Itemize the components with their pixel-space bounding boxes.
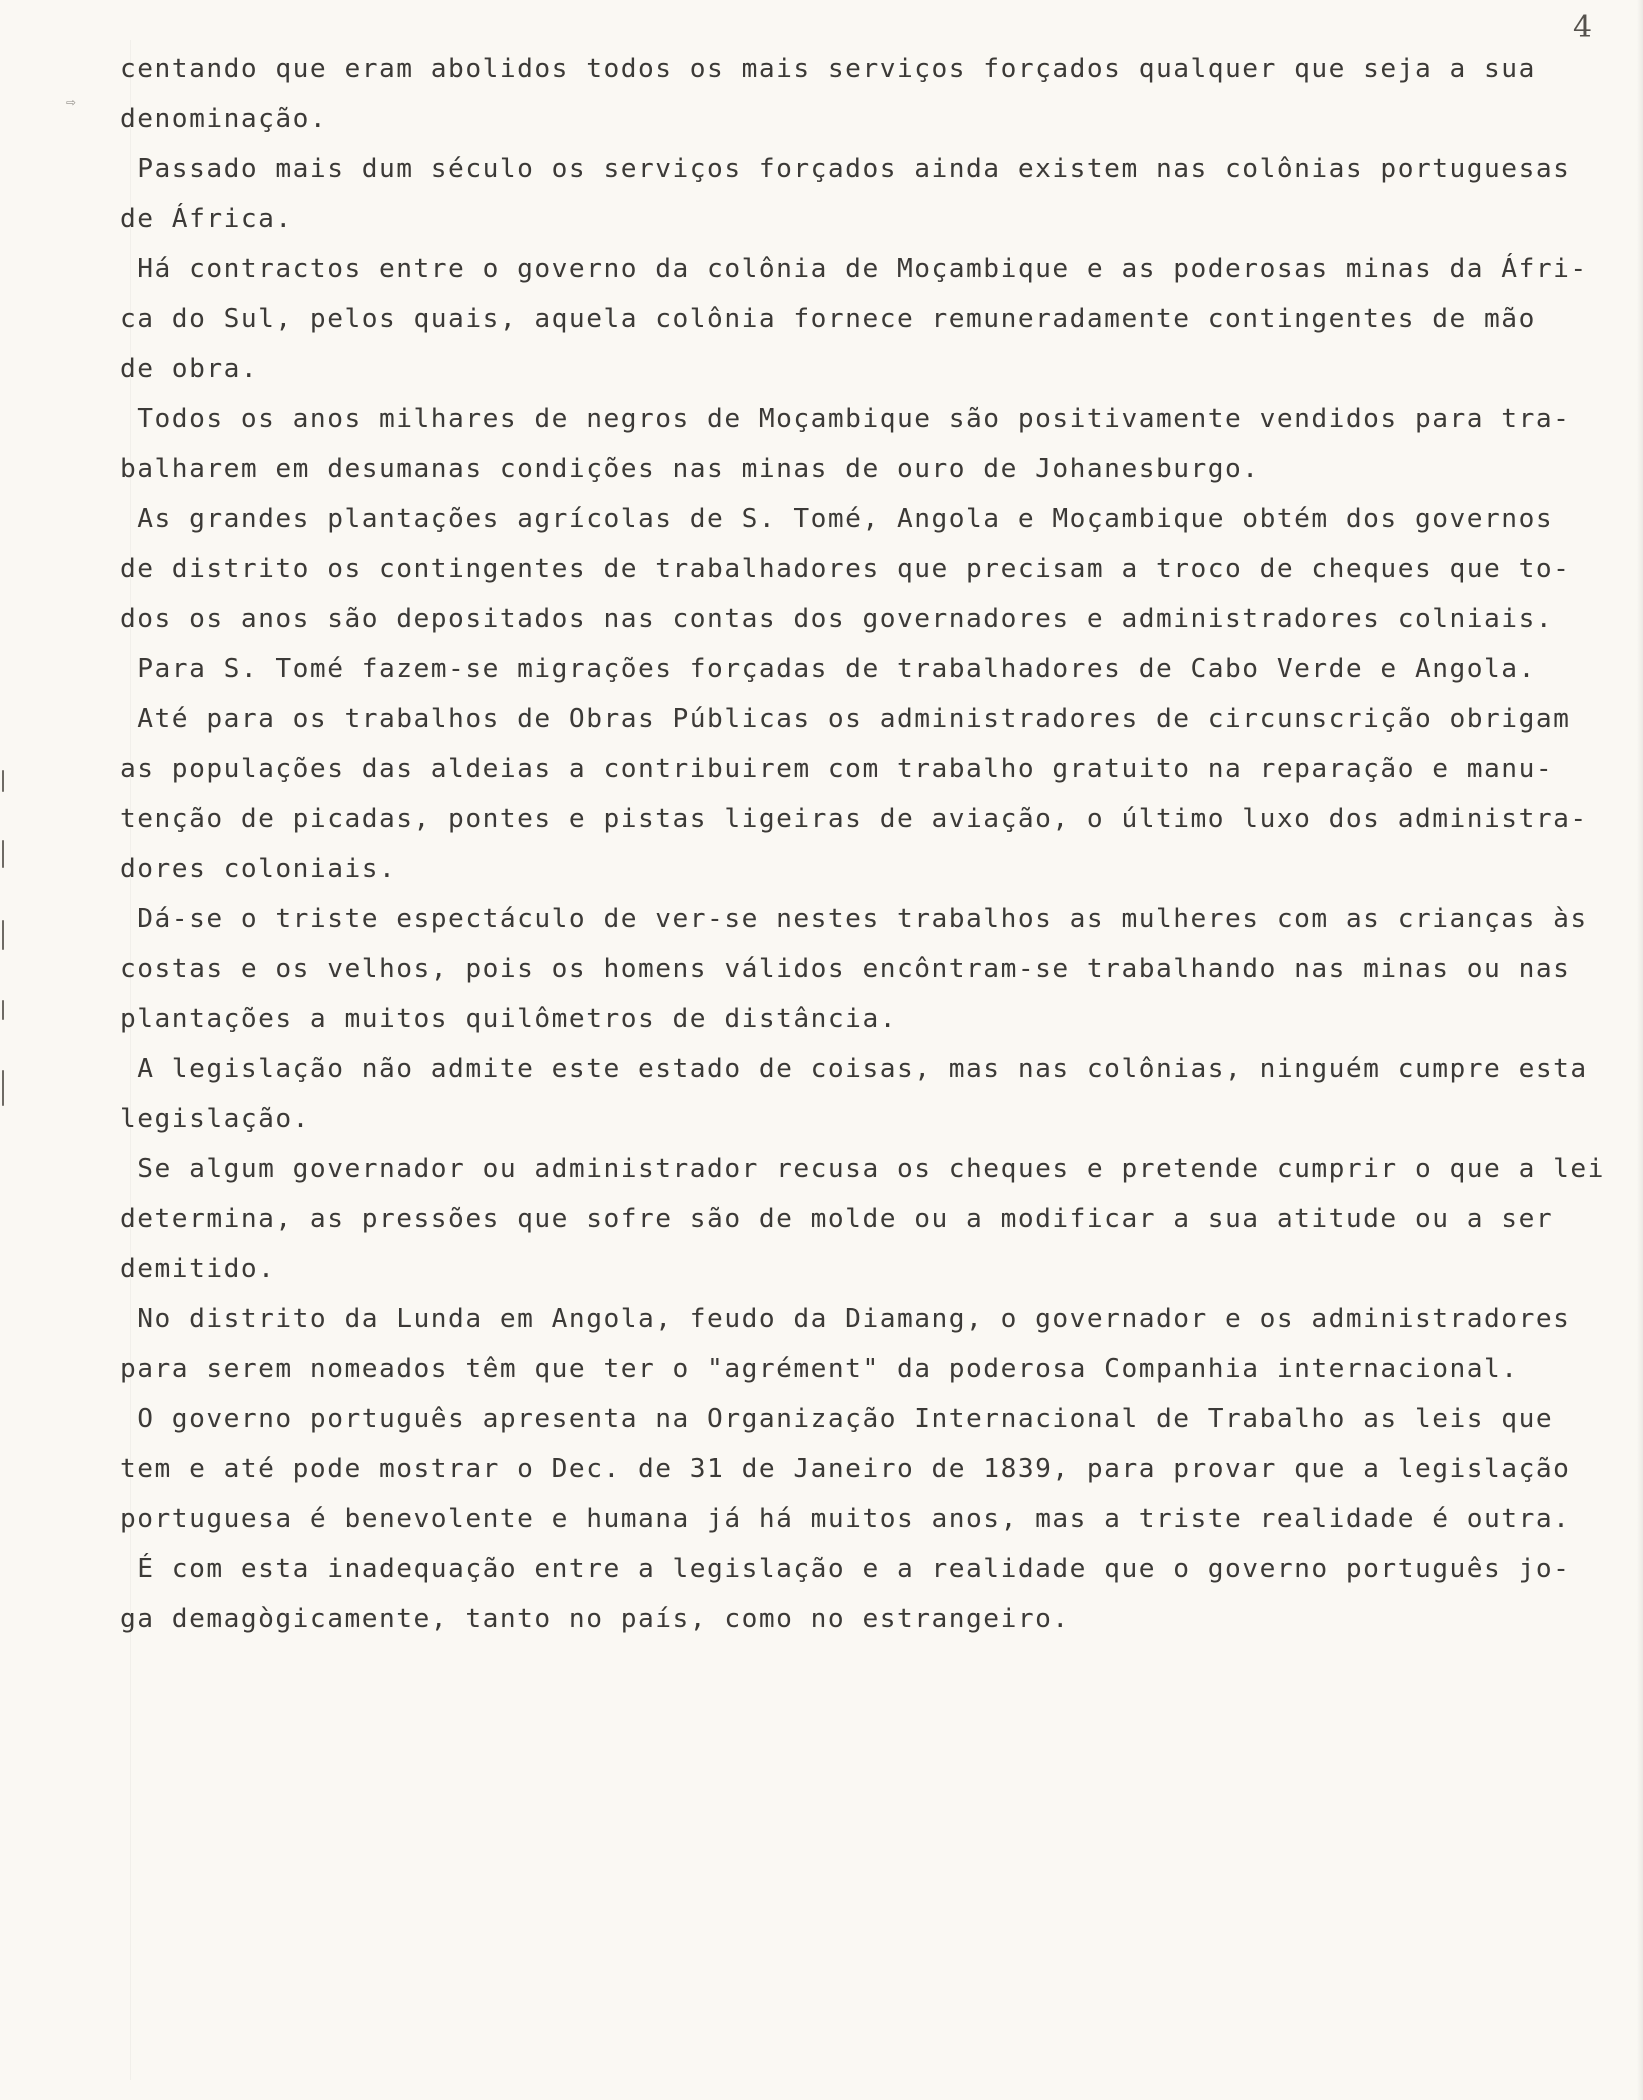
text-line: dores coloniais. [120, 854, 397, 884]
text-line: de distrito os contingentes de trabalhadores que precisam a troco de cheques que to- [120, 554, 1571, 584]
text-line: portuguesa é benevolente e humana já há muitos anos, mas a triste realidade é outra. [120, 1504, 1571, 1534]
binding-mark [2, 1070, 4, 1106]
text-line: Para S. Tomé fazem-se migrações forçadas de trabalhadores de Cabo Verde e Angola. [120, 654, 1536, 684]
text-line: balharem em desumanas condições nas minas de ouro de Johanesburgo. [120, 454, 1260, 484]
paragraph [120, 244, 1640, 394]
text-line: O governo português apresenta na Organização Internacional de Trabalho as leis que [120, 1404, 1554, 1434]
text-line: Se algum governador ou administrador recusa os cheques e pretende cumprir o que a lei [120, 1154, 1605, 1184]
binding-mark [2, 840, 4, 868]
text-line: costas e os velhos, pois os homens válidos encôntram-se trabalhando nas minas ou nas [120, 954, 1571, 984]
text-line: Dá-se o triste espectáculo de ver-se nestes trabalhos as mulheres com as crianças às [120, 904, 1588, 934]
text-line: As grandes plantações agrícolas de S. Tomé, Angola e Moçambique obtém dos governos [120, 504, 1554, 534]
text-line: de África. [120, 204, 293, 234]
document-body [120, 44, 1640, 1644]
text-line: plantações a muitos quilômetros de distância. [120, 1004, 897, 1034]
text-line: Passado mais dum século os serviços forçados ainda existem nas colônias portuguesas [120, 154, 1571, 184]
paragraph [120, 644, 1640, 694]
paragraph [120, 394, 1640, 494]
binding-mark [2, 770, 4, 792]
paragraph [120, 694, 1640, 894]
text-line: demitido. [120, 1254, 276, 1284]
text-line: ga demagògicamente, tanto no país, como no estrangeiro. [120, 1604, 1070, 1634]
text-line: determina, as pressões que sofre são de molde ou a modificar a sua atitude ou a ser [120, 1204, 1554, 1234]
text-line: A legislação não admite este estado de coisas, mas nas colônias, ninguém cumpre esta [120, 1054, 1588, 1084]
text-line: Todos os anos milhares de negros de Moçambique são positivamente vendidos para tra- [120, 404, 1571, 434]
paragraph [120, 1044, 1640, 1144]
paragraph [120, 144, 1640, 244]
text-line: Até para os trabalhos de Obras Públicas os administradores de circunscrição obrigam [120, 704, 1571, 734]
text-line: Há contractos entre o governo da colônia de Moçambique e as poderosas minas da Áfri- [120, 254, 1588, 284]
text-line: as populações das aldeias a contribuirem com trabalho gratuito na reparação e manu- [120, 754, 1554, 784]
paragraph [120, 44, 1640, 144]
binding-mark [2, 920, 4, 950]
paragraph [120, 494, 1640, 644]
paragraph [120, 1394, 1640, 1544]
page-number: 4 [1573, 10, 1593, 45]
text-line: centando que eram abolidos todos os mais serviços forçados qualquer que seja a sua [120, 54, 1536, 84]
paragraph [120, 1544, 1640, 1644]
text-line: legislação. [120, 1104, 310, 1134]
text-line: tenção de picadas, pontes e pistas ligeiras de aviação, o último luxo dos administra- [120, 804, 1588, 834]
text-line: tem e até pode mostrar o Dec. de 31 de Janeiro de 1839, para provar que a legislação [120, 1454, 1571, 1484]
text-line: para serem nomeados têm que ter o "agrément" da poderosa Companhia internacional. [120, 1354, 1519, 1384]
paragraph [120, 894, 1640, 1044]
paragraph [120, 1144, 1640, 1294]
text-line: dos os anos são depositados nas contas dos governadores e administradores colniais. [120, 604, 1554, 634]
margin-mark: ⇨ [66, 92, 76, 111]
text-line: No distrito da Lunda em Angola, feudo da Diamang, o governador e os administradores [120, 1304, 1571, 1334]
text-line: É com esta inadequação entre a legislação e a realidade que o governo português jo- [120, 1554, 1571, 1584]
text-line: de obra. [120, 354, 259, 384]
binding-marks [0, 760, 8, 1140]
paragraph [120, 1294, 1640, 1394]
binding-mark [2, 1000, 4, 1020]
text-line: ca do Sul, pelos quais, aquela colônia fornece remuneradamente contingentes de mão [120, 304, 1536, 334]
text-line: denominação. [120, 104, 328, 134]
